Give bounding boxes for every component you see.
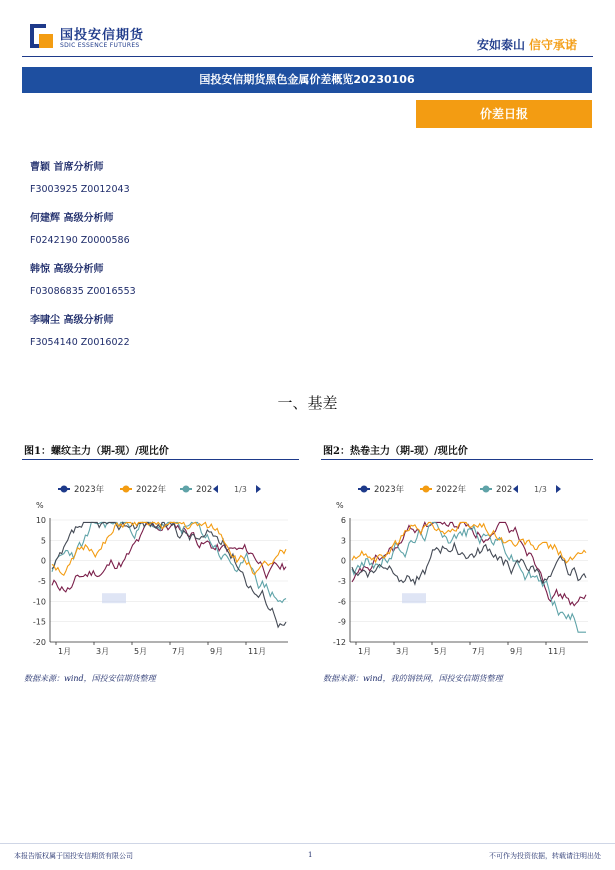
x-tick-label: 9月 — [510, 647, 524, 656]
x-tick-label: 7月 — [172, 647, 186, 656]
report-type-tag: 价差日报 — [416, 100, 592, 128]
y-tick-label: 3 — [340, 536, 346, 546]
x-tick-label: 1月 — [58, 647, 72, 656]
figure-2-title: 图2：热卷主力（期-现）/现比价 — [323, 446, 468, 457]
y-tick-label: -15 — [32, 617, 46, 627]
footer-copyright: 本报告版权属于国投安信期货有限公司 — [14, 852, 133, 860]
x-tick-label: 1月 — [358, 647, 372, 656]
header-divider — [22, 56, 593, 57]
figure-2-divider — [321, 459, 593, 460]
analyst-name: 韩惊 高级分析师 — [30, 264, 104, 275]
legend-pager: 1/3 — [234, 485, 247, 494]
series-line — [352, 522, 586, 632]
y-tick-label: -10 — [32, 597, 46, 607]
y-tick-label: 0 — [340, 556, 346, 566]
y-tick-label: 5 — [40, 536, 46, 546]
logo-subtext: SDIC ESSENCE FUTURES — [60, 42, 140, 49]
legend-marker — [183, 486, 190, 493]
y-tick-label: -6 — [338, 597, 346, 607]
series-line — [352, 543, 586, 584]
legend-label: 2022年 — [136, 485, 167, 495]
legend-marker — [361, 486, 368, 493]
pager-prev-icon — [513, 485, 518, 493]
legend-label: 202 — [496, 485, 513, 495]
series-line — [52, 522, 286, 575]
analyst-name: 曹颖 首席分析师 — [30, 162, 104, 173]
legend-label: 202 — [196, 485, 213, 495]
slogan-part-b: 信守承诺 — [528, 38, 577, 52]
series-line — [52, 522, 286, 592]
watermark — [402, 593, 426, 603]
legend-marker — [423, 486, 430, 493]
pager-next-icon — [256, 485, 261, 493]
section-title: 一、基差 — [277, 394, 338, 412]
series-line — [52, 522, 286, 627]
page-number: 1 — [308, 851, 313, 859]
x-tick-label: 7月 — [472, 647, 486, 656]
y-tick-label: -9 — [338, 617, 346, 627]
y-tick-label: -5 — [38, 577, 46, 586]
y-tick-label: 0 — [40, 556, 46, 566]
footer-divider — [0, 843, 615, 844]
watermark — [102, 593, 126, 603]
y-tick-label: 10 — [35, 516, 46, 525]
x-tick-label: 9月 — [210, 647, 224, 656]
footer-disclaimer: 不可作为投资依据，转载请注明出处 — [489, 852, 601, 860]
legend-marker — [483, 486, 490, 493]
legend-marker — [61, 486, 68, 493]
analyst-code: F3003925 Z0012043 — [30, 184, 130, 195]
analyst-name: 李啸尘 高级分析师 — [30, 315, 114, 326]
legend-pager: 1/3 — [534, 485, 547, 494]
pager-next-icon — [556, 485, 561, 493]
analyst-code: F03086835 Z0016553 — [30, 286, 136, 297]
logo-text: 国投安信期货 — [60, 28, 145, 43]
analyst-name: 何建辉 高级分析师 — [30, 213, 114, 224]
y-axis-unit: % — [336, 501, 344, 510]
analyst-code: F0242190 Z0000586 — [30, 235, 130, 246]
y-tick-label: -3 — [338, 577, 346, 586]
report-title-banner: 国投安信期货黑色金属价差概览20230106 — [22, 67, 592, 93]
series-line — [52, 522, 286, 602]
series-line — [352, 522, 586, 605]
figure-1-chart — [18, 472, 303, 662]
analyst-code: F3054140 Z0016022 — [30, 337, 130, 348]
x-tick-label: 11月 — [548, 647, 567, 656]
figure-1-title: 图1：螺纹主力（期-现）/现比价 — [24, 446, 169, 457]
figure-1-source: 数据来源：wind，国投安信期货整理 — [24, 674, 156, 683]
legend-label: 2023年 — [374, 485, 405, 495]
legend-marker — [123, 486, 130, 493]
y-tick-label: -20 — [32, 638, 46, 647]
x-tick-label: 5月 — [434, 647, 448, 656]
y-tick-label: 6 — [340, 516, 346, 525]
x-tick-label: 3月 — [96, 647, 110, 656]
logo-icon — [30, 24, 54, 48]
legend-label: 2022年 — [436, 485, 467, 495]
x-tick-label: 3月 — [396, 647, 410, 656]
legend-label: 2023年 — [74, 485, 105, 495]
y-axis-unit: % — [36, 501, 44, 510]
y-tick-label: -12 — [332, 638, 346, 647]
slogan-part-a: 安如泰山 — [476, 38, 525, 52]
figure-1-plot — [18, 472, 303, 662]
pager-prev-icon — [213, 485, 218, 493]
x-tick-label: 11月 — [248, 647, 267, 656]
slogan — [477, 36, 577, 53]
figure-2-source: 数据来源：wind，我的钢铁网，国投安信期货整理 — [323, 674, 503, 683]
figure-2-plot — [318, 472, 603, 662]
x-tick-label: 5月 — [134, 647, 148, 656]
figure-1-divider — [22, 459, 299, 460]
figure-2-chart — [318, 472, 603, 662]
